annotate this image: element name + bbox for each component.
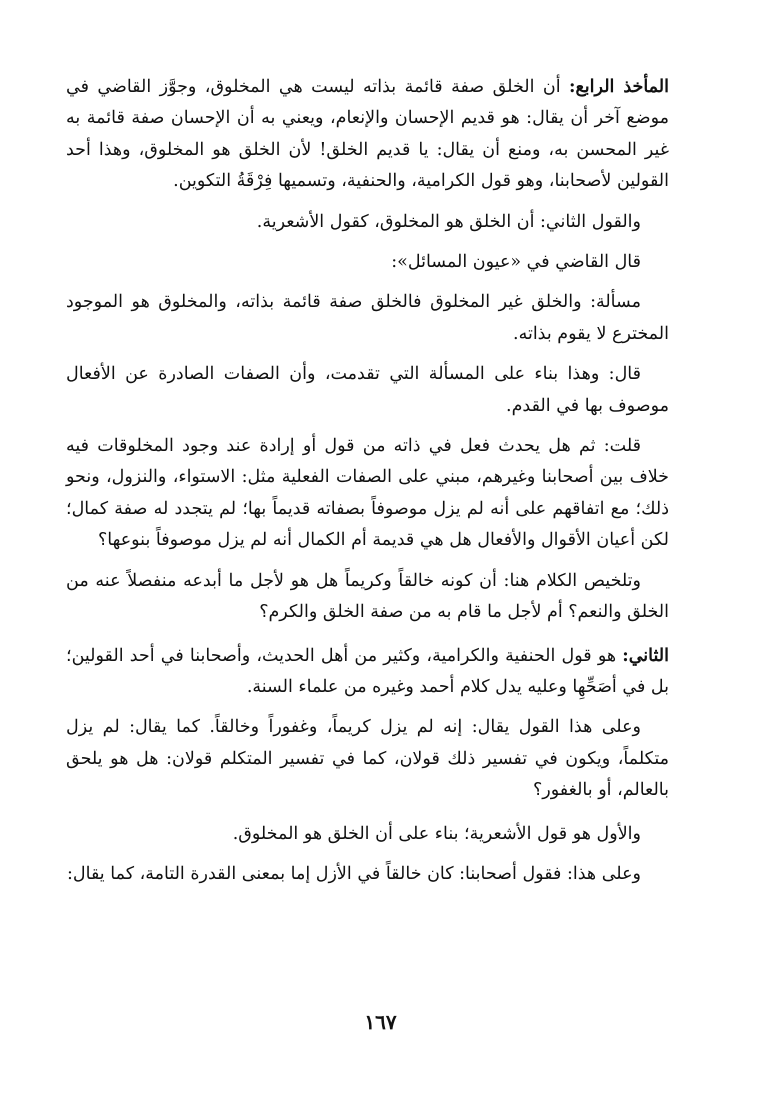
paragraph-8-lead: الثاني: [622, 645, 669, 666]
paragraph-7-text: وتلخيص الكلام هنا: أن كونه خالقاً وكريماً هل هو لأجل ما أبدعه منفصلاً عنه من الخلق والنعم؟ أم لأجل ما قام به من صفة الخلق والكرم؟ [66, 570, 669, 623]
paragraph-3-text: قال القاضي في «عيون المسائل»: [391, 252, 641, 273]
paragraph-2 [66, 207, 669, 238]
paragraph-10 [66, 819, 669, 850]
paragraph-1 [66, 72, 669, 198]
paragraph-3 [66, 247, 669, 278]
paragraph-10-text: والأول هو قول الأشعرية؛ بناء على أن الخلق هو المخلوق. [232, 823, 641, 844]
paragraph-1-text: أن الخلق صفة قائمة بذاته ليست هي المخلوق، وجوَّز القاضي في موضع آخر أن يقال: هو قديم الإحسان والإنعام، ويعني به أن الإحسان صفة قائمة به غير المحسن به، ومنع أن يقال: يا قديم الخلق! لأن الخلق هو المخلوق، وهذا أحد القولين لأصحابنا، وهو قول الكرامية، والحنفية، وتسميها فِرْقَةُ التكوين. [66, 77, 669, 192]
page-number: ١٦٧ [364, 1010, 397, 1034]
body-text [66, 72, 669, 899]
paragraph-8-text: هو قول الحنفية والكرامية، وكثير من أهل الحديث، وأصحابنا في أحد القولين؛ بل في أصَحِّهِا وعليه يدل كلام أحمد وغيره من علماء السنة. [66, 645, 669, 697]
paragraph-9-text: وعلى هذا القول يقال: إنه لم يزل كريماً، وغفوراً وخالقاً. كما يقال: لم يزل متكلماً، ويكون في تفسير ذلك قولان، كما في تفسير المتكلم قولان: هل هو يلحق بالعالم، أو بالغفور؟ [66, 717, 669, 801]
paragraph-4-text: مسألة: والخلق غير المخلوق فالخلق صفة قائمة بذاته، والمخلوق هو الموجود المخترع لا يقوم بذاته. [66, 292, 669, 344]
paragraph-5 [66, 359, 669, 422]
paragraph-11 [66, 859, 669, 890]
paragraph-6 [66, 431, 669, 557]
paragraph-4 [66, 287, 669, 350]
paragraph-9 [66, 712, 669, 806]
paragraph-7 [66, 566, 669, 629]
paragraph-8 [66, 641, 669, 704]
paragraph-11-text: وعلى هذا: فقول أصحابنا: كان خالقاً في الأزل إما بمعنى القدرة التامة، كما يقال: [67, 863, 641, 884]
paragraph-2-text: والقول الثاني: أن الخلق هو المخلوق، كقول الأشعرية. [256, 211, 641, 232]
paragraph-5-text: قال: وهذا بناء على المسألة التي تقدمت، وأن الصفات الصادرة عن الأفعال موصوف بها في القدم. [66, 364, 669, 416]
paragraph-6-text: قلت: ثم هل يحدث فعل في ذاته من قول أو إرادة عند وجود المخلوقات فيه خلاف بين أصحابنا وغيرهم، مبني على الصفات الفعلية مثل: الاستواء، والنزول، ونحو ذلك؛ مع اتفاقهم على أنه لم يزل موصوفاً بصفاته قديماً بها؛ لم يتجدد له صفة كمال؛ لكن أعيان الأقوال والأفعال هل هي قديمة أم الكمال أنه لم يزل موصوفاً بنوعها؟ [66, 436, 669, 551]
paragraph-1-lead: المأخذ الرابع: [569, 77, 669, 97]
